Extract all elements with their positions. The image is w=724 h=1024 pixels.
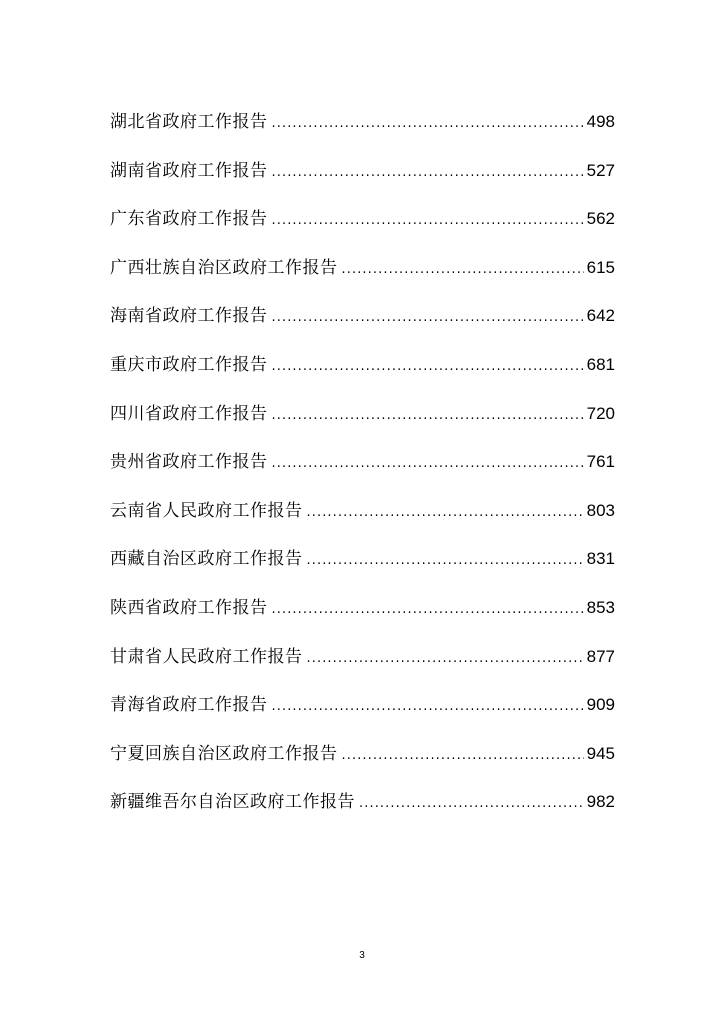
toc-entry-page: 498: [586, 112, 615, 131]
toc-entry-title: 贵州省政府工作报告: [110, 452, 268, 473]
toc-entry[interactable]: [110, 445, 615, 494]
toc-dot-leader: [307, 544, 584, 577]
toc-entry[interactable]: [110, 494, 615, 543]
toc-entry-page: 831: [586, 549, 615, 569]
toc-dot-leader: [272, 593, 584, 626]
toc-dot-leader: [342, 253, 584, 286]
toc-entry-page: 615: [586, 257, 615, 277]
toc-dot-leader: [307, 642, 584, 675]
toc-entry-page: 877: [586, 646, 615, 666]
toc-entry-page: 761: [586, 452, 615, 472]
toc-entry-title: 新疆维吾尔自治区政府工作报告: [110, 792, 355, 813]
toc-dot-leader: [359, 787, 584, 820]
toc-entry-title: 云南省人民政府工作报告: [110, 500, 303, 521]
toc-entry-title: 湖南省政府工作报告: [110, 160, 268, 181]
toc-entry[interactable]: [110, 640, 615, 689]
toc-dot-leader: [272, 107, 584, 140]
toc-entry[interactable]: [110, 785, 615, 834]
toc-entry-page: 527: [586, 160, 615, 180]
toc-entry[interactable]: [110, 591, 615, 640]
toc-entry-title: 四川省政府工作报告: [110, 403, 268, 424]
toc-entry-title: 海南省政府工作报告: [110, 306, 268, 327]
table-of-contents: [110, 105, 615, 834]
toc-entry-title: 湖北省政府工作报告: [110, 112, 268, 132]
toc-entry-page: 720: [586, 403, 615, 423]
toc-entry-title: 广西壮族自治区政府工作报告: [110, 257, 338, 278]
toc-entry[interactable]: [110, 688, 615, 737]
toc-entry-title: 甘肃省人民政府工作报告: [110, 646, 303, 667]
toc-entry-page: 803: [586, 500, 615, 520]
toc-entry-title: 陕西省政府工作报告: [110, 597, 268, 618]
toc-entry-page: 945: [586, 743, 615, 763]
toc-dot-leader: [272, 350, 584, 383]
toc-entry[interactable]: [110, 105, 615, 154]
toc-entry-title: 重庆市政府工作报告: [110, 354, 268, 375]
toc-entry[interactable]: [110, 251, 615, 300]
toc-dot-leader: [272, 156, 584, 189]
toc-dot-leader: [272, 204, 584, 237]
toc-entry-page: 909: [586, 695, 615, 715]
toc-entry-title: 广东省政府工作报告: [110, 209, 268, 230]
toc-entry-page: 681: [586, 354, 615, 374]
toc-entry[interactable]: [110, 348, 615, 397]
toc-entry-page: 642: [586, 306, 615, 326]
toc-dot-leader: [272, 399, 584, 432]
toc-entry-title: 西藏自治区政府工作报告: [110, 549, 303, 570]
toc-entry[interactable]: [110, 299, 615, 348]
toc-entry-page: 562: [586, 209, 615, 229]
toc-entry-title: 青海省政府工作报告: [110, 695, 268, 716]
page-number: 3: [359, 950, 365, 961]
toc-dot-leader: [272, 301, 584, 334]
toc-entry-page: 853: [586, 597, 615, 617]
toc-entry-title: 宁夏回族自治区政府工作报告: [110, 743, 338, 764]
toc-entry[interactable]: [110, 397, 615, 446]
toc-dot-leader: [272, 690, 584, 723]
toc-dot-leader: [342, 739, 584, 772]
toc-entry[interactable]: [110, 154, 615, 203]
toc-entry[interactable]: [110, 542, 615, 591]
toc-entry[interactable]: [110, 737, 615, 786]
toc-entry[interactable]: [110, 202, 615, 251]
toc-dot-leader: [307, 496, 584, 529]
toc-entry-page: 982: [586, 792, 615, 812]
toc-dot-leader: [272, 447, 584, 480]
